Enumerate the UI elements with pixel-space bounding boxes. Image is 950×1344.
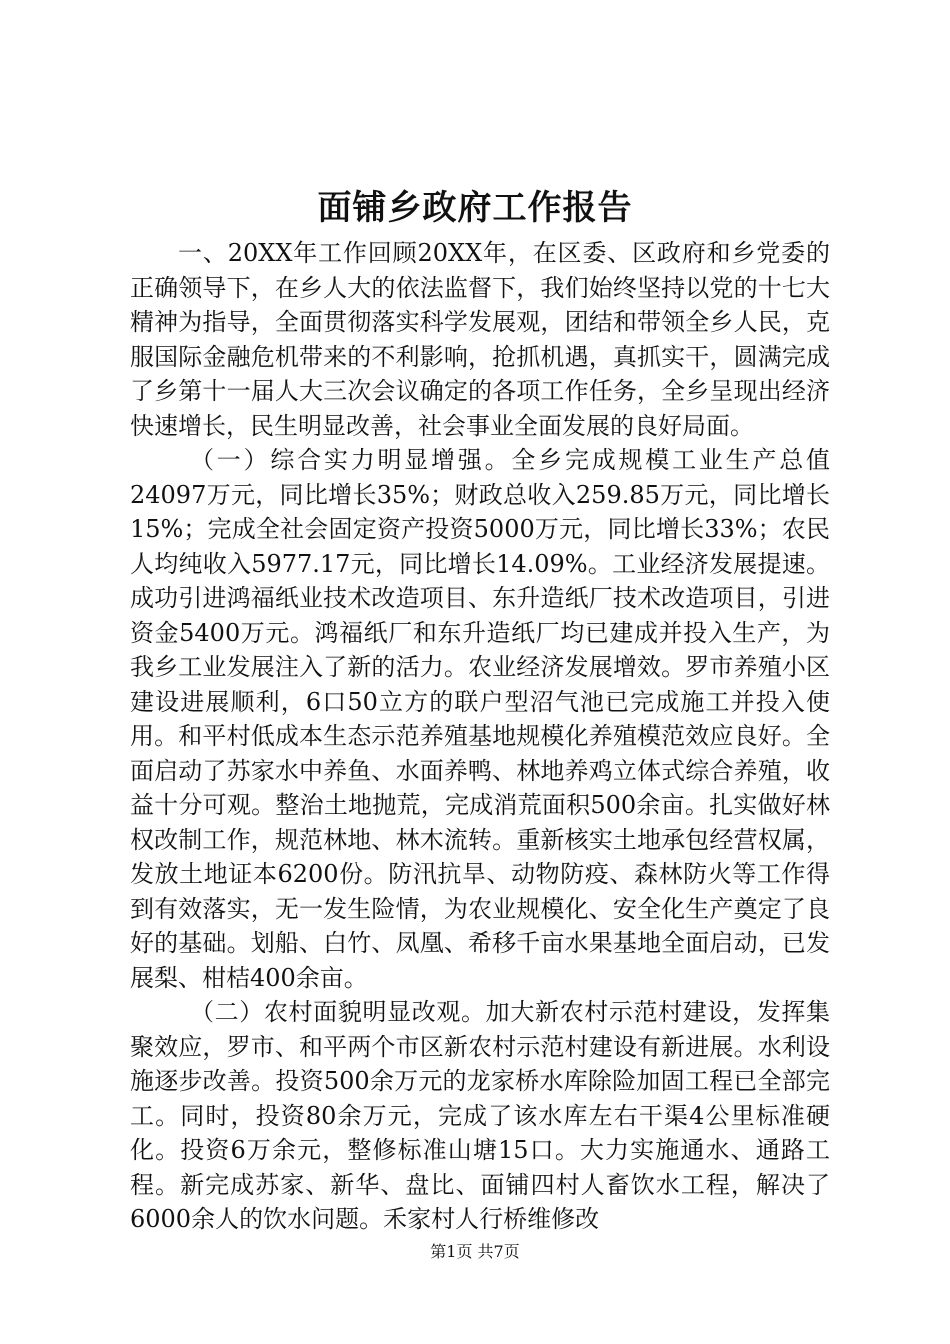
paragraph-rural-appearance: （二）农村面貌明显改观。加大新农村示范村建设，发挥集聚效应，罗市、和平两个市区新农村示范村建设有新进展。水利设施逐步改善。投资500余万元的龙家桥水库除险加固工程已全部完工。同时，投资80余万元，完成了该水库左右干渠4公里标准硬化。投资6万余元，整修标准山塘15口。大力实施通水、通路工程。新完成苏家、新华、盘比、面铺四村人畜饮水工程，解决了6000余人的饮水问题。禾家村人行桥维修改 — [130, 998, 830, 1233]
page-number-footer: 第1页 共7页 — [430, 1242, 520, 1261]
document-title: 面铺乡政府工作报告 — [317, 188, 633, 228]
document-body — [130, 236, 830, 1237]
paragraph-work-review: 一、20XX年工作回顾20XX年，在区委、区政府和乡党委的正确领导下，在乡人大的依法监督下，我们始终坚持以党的十七大精神为指导，全面贯彻落实科学发展观，团结和带领全乡人民，克服国际金融危机带来的不利影响，抢抓机遇，真抓实干，圆满完成了乡第十一届人大三次会议确定的各项工作任务，全乡呈现出经济快速增长，民生明显改善，社会事业全面发展的良好局面。 — [130, 239, 830, 440]
paragraph-economic-strength: （一）综合实力明显增强。全乡完成规模工业生产总值24097万元，同比增长35%；财政总收入259.85万元，同比增长15%；完成全社会固定资产投资5000万元，同比增长33%；农民人均纯收入5977.17元，同比增长14.09%。工业经济发展提速。成功引进鸿福纸业技术改造项目、东升造纸厂技术改造项目，引进资金5400万元。鸿福纸厂和东升造纸厂均已建成并投入生产，为我乡工业发展注入了新的活力。农业经济发展增效。罗市养殖小区建设进展顺利，6口50立方的联户型沼气池已完成施工并投入使用。和平村低成本生态示范养殖基地规模化养殖模范效应良好。全面启动了苏家水中养鱼、水面养鸭、林地养鸡立体式综合养殖，收益十分可观。整治土地抛荒，完成消荒面积500余亩。扎实做好林权改制工作，规范林地、林木流转。重新核实土地承包经营权属，发放土地证本6200份。防汛抗旱、动物防疫、森林防火等工作得到有效落实，无一发生险情，为农业规模化、安全化生产奠定了良好的基础。划船、白竹、凤凰、希移千亩水果基地全面启动，已发展梨、柑桔400余亩。 — [130, 446, 830, 992]
